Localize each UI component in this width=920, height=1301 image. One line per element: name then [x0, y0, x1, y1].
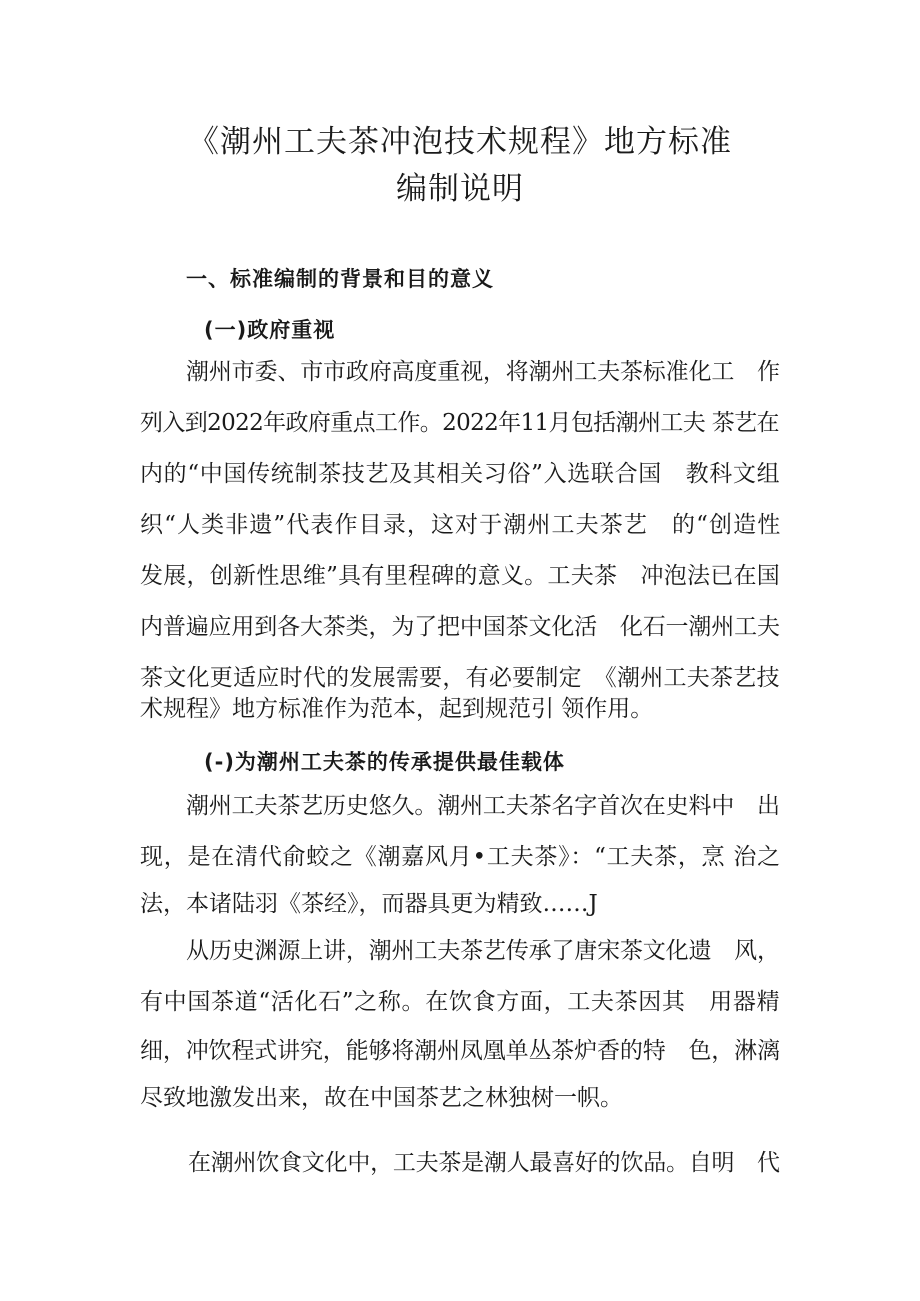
paragraph-line: 现，是在清代俞蛟之《潮嘉风月•工夫茶》：“工夫茶，烹 治之 — [140, 844, 781, 870]
paragraph-line: 潮州市委、市市政府高度重视，将潮州工夫茶标准化工 作 — [186, 359, 780, 385]
paragraph-line: 从历史渊源上讲，潮州工夫茶艺传承了唐宋茶文化遗 风， — [186, 938, 780, 964]
paragraph-line: 织“人类非遗”代表作目录，这对于潮州工夫茶艺 的“创造性 — [140, 512, 782, 538]
paragraph-line: 茶文化更适应时代的发展需要，有必要制定 《潮州工夫茶艺技 — [140, 665, 780, 691]
paragraph-line: 发展，创新性思维”具有里程碑的意义。工夫茶 冲泡法已在国 — [140, 563, 781, 589]
subsection-heading-inheritance: (-)为潮州工夫茶的传承提供最佳载体 — [204, 750, 565, 774]
paragraph-line: 潮州工夫茶艺历史悠久。潮州工夫茶名字首次在史料中 出 — [186, 793, 780, 819]
paragraph-line: 术规程》地方标准作为范本，起到规范引 领作用。 — [140, 696, 654, 722]
paragraph-line: 在潮州饮食文化中，工夫茶是潮人最喜好的饮品。自明 代 — [188, 1150, 780, 1176]
document-title-line-2: 编制说明 — [396, 171, 524, 207]
paragraph-line: 法，本诸陆羽《茶经》，而器具更为精致……J — [140, 891, 598, 917]
section-heading-background: 一、标准编制的背景和目的意义 — [186, 267, 494, 291]
paragraph-line: 内普遍应用到各大茶类，为了把中国茶文化活 化石一潮州工夫 — [140, 614, 780, 640]
paragraph-line: 尽致地激发出来，故在中国茶艺之林独树一帜。 — [140, 1085, 623, 1111]
paragraph-line: 细，冲饮程式讲究，能够将潮州凤凰单丛茶炉香的特 色，淋漓 — [140, 1038, 780, 1064]
paragraph-line: 有中国茶道“活化石”之称。在饮食方面，工夫茶因其 用器精 — [140, 989, 781, 1015]
document-title-line-1: 《潮州工夫茶冲泡技术规程》地方标准 — [188, 124, 732, 160]
subsection-heading-government: (一)政府重视 — [204, 318, 336, 342]
paragraph-line: 列入到2022年政府重点工作。2022年11月包括潮州工夫 茶艺在 — [140, 410, 779, 436]
paragraph-line: 内的“中国传统制茶技艺及其相关习俗”入选联合国 教科文组 — [140, 461, 781, 487]
